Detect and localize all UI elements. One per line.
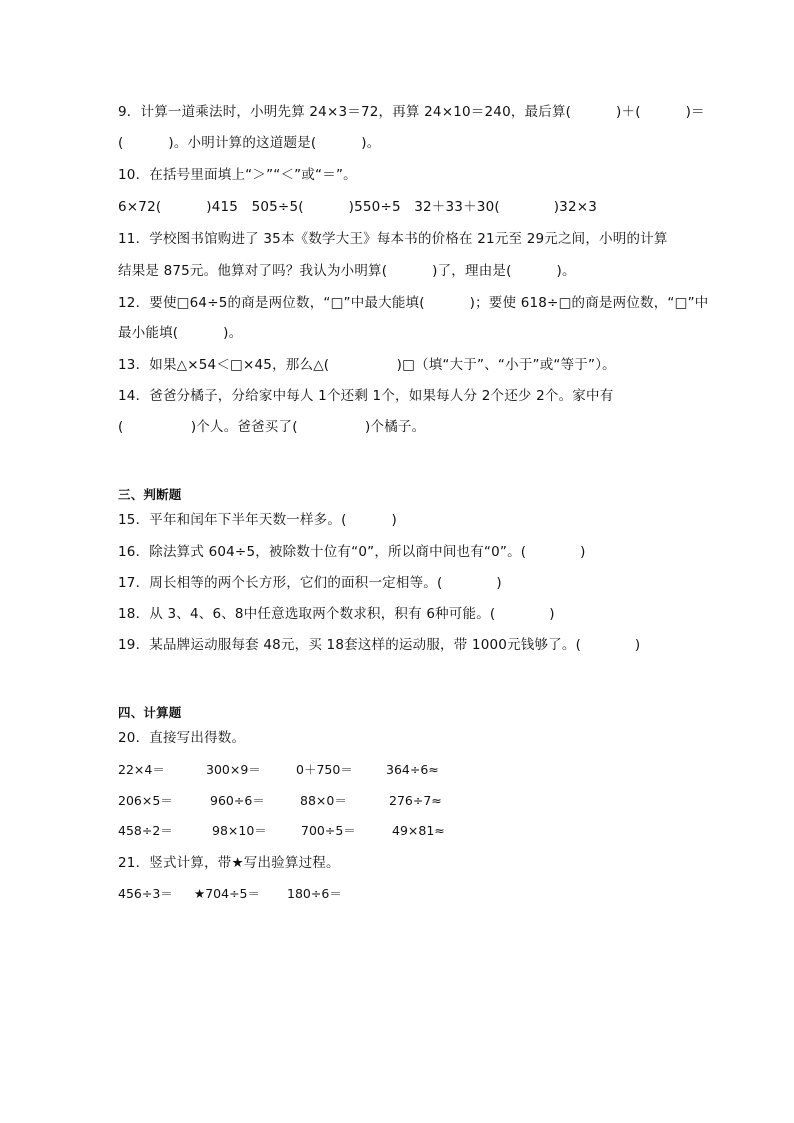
q21-title: 21．竖式计算，带★写出验算过程。 bbox=[118, 855, 340, 871]
q13-line1: 13．如果△×54＜□×45，那么△( )□（填“大于”、“小于”或“等于”）。 bbox=[118, 357, 616, 373]
q10-line1: 10．在括号里面填上“＞”“＜”或“＝”。 bbox=[118, 167, 357, 183]
vertical-calc-item: 456÷3＝ bbox=[118, 886, 173, 901]
calc-item: 206×5＝ bbox=[118, 793, 173, 808]
q11-line2: 结果是 875元。他算对了吗？我认为小明算( )了，理由是( )。 bbox=[118, 263, 576, 279]
calc-item: 98×10＝ bbox=[212, 823, 267, 838]
calc-item: 88×0＝ bbox=[300, 793, 347, 808]
q16: 16．除法算式 604÷5，被除数十位有“0”，所以商中间也有“0”。( ) bbox=[118, 544, 586, 560]
vertical-calc-item: ★704÷5＝ bbox=[194, 886, 260, 901]
q17: 17．周长相等的两个长方形，它们的面积一定相等。( ) bbox=[118, 575, 502, 591]
q20-title: 20．直接写出得数。 bbox=[118, 730, 246, 746]
q15: 15．平年和闰年下半年天数一样多。( ) bbox=[118, 512, 397, 528]
calc-item: 22×4＝ bbox=[118, 762, 165, 777]
q19: 19．某品牌运动服每套 48元，买 18套这样的运动服，带 1000元钱够了。( ) bbox=[118, 637, 641, 653]
q12-line1: 12．要使□64÷5的商是两位数，“□”中最大能填( )；要使 618÷□的商是两位数，“□”中 bbox=[118, 295, 709, 311]
q11-line1: 11．学校图书馆购进了 35本《数学大王》每本书的价格在 21元至 29元之间，小明的计算 bbox=[118, 231, 668, 247]
section4-heading: 四、计算题 bbox=[118, 705, 182, 720]
calc-item: 300×9＝ bbox=[206, 762, 261, 777]
q14-line1: 14．爸爸分橘子，分给家中每人 1个还剩 1个，如果每人分 2个还少 2个。家中有 bbox=[118, 388, 614, 404]
section3-heading: 三、判断题 bbox=[118, 487, 182, 502]
q12-line2: 最小能填( )。 bbox=[118, 325, 243, 341]
q10-line2: 6×72( )415 505÷5( )550÷5 32＋33＋30( )32×3 bbox=[118, 199, 598, 215]
calc-item: 49×81≈ bbox=[392, 823, 445, 838]
q14-line2: ( )个人。爸爸买了( )个橘子。 bbox=[118, 419, 426, 435]
vertical-calc-item: 180÷6＝ bbox=[287, 886, 342, 901]
q9-line2: ( )。小明计算的这道题是( )。 bbox=[118, 135, 381, 151]
calc-item: 0＋750＝ bbox=[296, 762, 353, 777]
calc-item: 700÷5＝ bbox=[301, 823, 356, 838]
q18: 18．从 3、4、6、8中任意选取两个数求积，积有 6种可能。( ) bbox=[118, 606, 555, 622]
calc-item: 364÷6≈ bbox=[386, 762, 439, 777]
calc-item: 276÷7≈ bbox=[389, 793, 442, 808]
q9-line1: 9．计算一道乘法时，小明先算 24×3＝72，再算 24×10＝240，最后算( )＋( )＝ bbox=[118, 104, 705, 120]
calc-item: 960÷6＝ bbox=[210, 793, 265, 808]
calc-item: 458÷2＝ bbox=[118, 823, 173, 838]
